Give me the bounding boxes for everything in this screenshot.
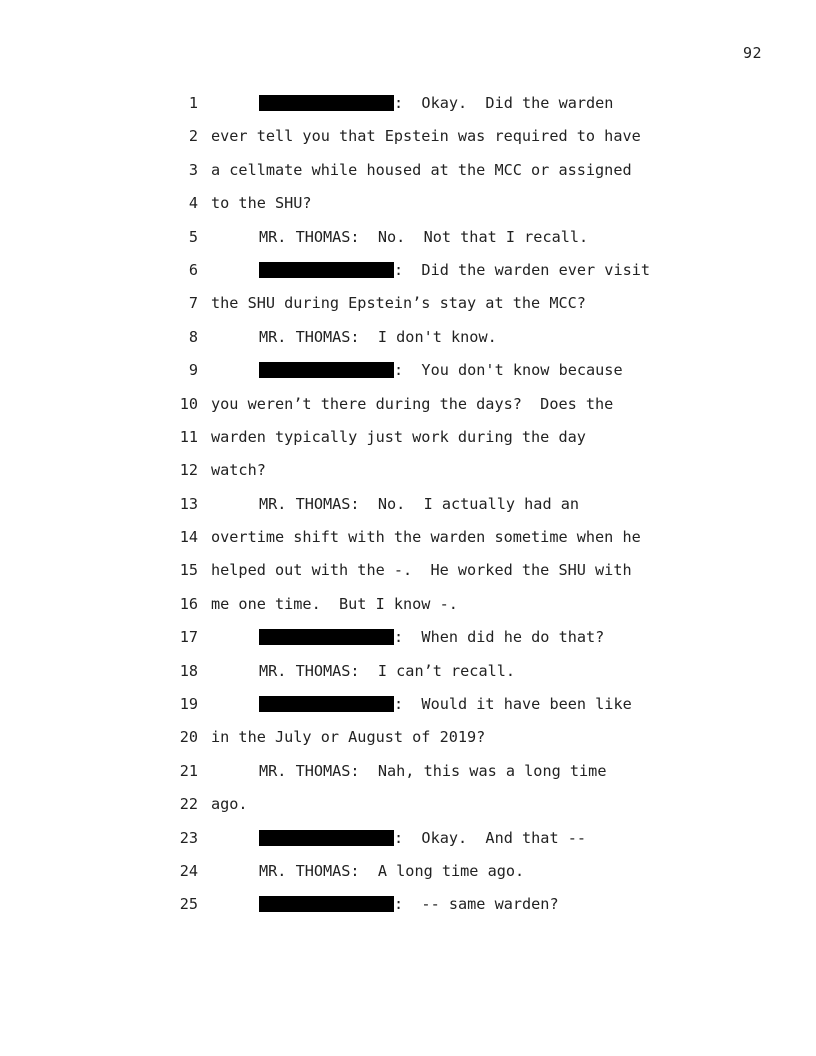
transcript-line bbox=[0, 855, 816, 888]
page-number: 92 bbox=[742, 44, 762, 62]
transcript-line bbox=[0, 521, 816, 554]
line-text bbox=[259, 855, 524, 888]
line-content: MR. THOMAS: No. Not that I recall. bbox=[259, 227, 589, 246]
line-number: 20 bbox=[179, 728, 198, 747]
line-text bbox=[211, 154, 632, 187]
transcript-line bbox=[0, 655, 816, 688]
line-content: to the SHU? bbox=[211, 194, 312, 213]
redaction-box bbox=[259, 95, 394, 111]
line-number: 11 bbox=[179, 427, 198, 446]
line-number: 5 bbox=[188, 227, 198, 246]
redaction-box bbox=[259, 830, 394, 846]
line-number: 24 bbox=[179, 861, 198, 880]
line-number: 19 bbox=[179, 695, 198, 714]
line-content: helped out with the -. He worked the SHU with bbox=[211, 561, 632, 580]
line-number: 9 bbox=[188, 361, 198, 380]
transcript-line bbox=[0, 187, 816, 220]
line-text bbox=[211, 388, 613, 421]
redacted-speaker-line bbox=[259, 822, 586, 855]
redacted-speaker-line bbox=[259, 888, 559, 921]
transcript-line bbox=[0, 888, 816, 921]
line-text bbox=[211, 721, 485, 754]
line-content: : Okay. Did the warden bbox=[394, 94, 614, 112]
line-number: 2 bbox=[188, 127, 198, 146]
transcript-line bbox=[0, 621, 816, 654]
line-content: MR. THOMAS: I can’t recall. bbox=[259, 661, 516, 680]
redacted-speaker-line bbox=[259, 354, 623, 387]
line-text bbox=[211, 554, 632, 587]
transcript-line bbox=[0, 721, 816, 754]
transcript-line bbox=[0, 87, 816, 120]
transcript-line bbox=[0, 788, 816, 821]
line-content: : Did the warden ever visit bbox=[394, 260, 651, 279]
line-number: 18 bbox=[179, 661, 198, 680]
transcript-line bbox=[0, 688, 816, 721]
line-number: 13 bbox=[179, 494, 198, 513]
redacted-speaker-line bbox=[259, 87, 613, 120]
transcript-body bbox=[0, 87, 816, 922]
redaction-box bbox=[259, 896, 394, 912]
line-content: ever tell you that Epstein was required to have bbox=[211, 127, 641, 146]
line-number: 16 bbox=[179, 594, 198, 613]
line-text bbox=[259, 321, 497, 354]
line-number: 23 bbox=[179, 828, 198, 847]
line-number: 4 bbox=[188, 194, 198, 213]
line-text bbox=[211, 421, 586, 454]
redacted-speaker-line bbox=[259, 621, 604, 654]
line-number: 8 bbox=[188, 327, 198, 346]
transcript-line bbox=[0, 120, 816, 153]
line-text bbox=[211, 588, 458, 621]
line-number: 21 bbox=[179, 761, 198, 780]
line-number: 6 bbox=[188, 260, 198, 279]
transcript-line bbox=[0, 287, 816, 320]
line-text bbox=[259, 755, 606, 788]
line-content: a cellmate while housed at the MCC or assigned bbox=[211, 160, 632, 179]
line-content: : You don't know because bbox=[394, 361, 623, 380]
line-text bbox=[259, 488, 579, 521]
line-number: 10 bbox=[179, 394, 198, 413]
line-number: 14 bbox=[179, 528, 198, 547]
line-number: 15 bbox=[179, 561, 198, 580]
line-content: the SHU during Epstein’s stay at the MCC? bbox=[211, 294, 586, 313]
transcript-line bbox=[0, 588, 816, 621]
redaction-box bbox=[259, 262, 394, 278]
line-number: 17 bbox=[179, 628, 198, 647]
transcript-line bbox=[0, 454, 816, 487]
line-content: MR. THOMAS: A long time ago. bbox=[259, 861, 525, 880]
redaction-box bbox=[259, 696, 394, 712]
line-number: 22 bbox=[179, 795, 198, 814]
line-content: overtime shift with the warden sometime when he bbox=[211, 528, 641, 547]
line-number: 7 bbox=[188, 294, 198, 313]
line-text bbox=[211, 187, 312, 220]
line-content: warden typically just work during the day bbox=[211, 427, 586, 446]
line-content: ago. bbox=[211, 795, 248, 814]
line-text bbox=[259, 221, 588, 254]
line-text bbox=[211, 788, 248, 821]
line-text bbox=[211, 454, 266, 487]
line-content: MR. THOMAS: No. I actually had an bbox=[259, 494, 580, 513]
transcript-line bbox=[0, 354, 816, 387]
line-text bbox=[259, 655, 515, 688]
line-content: watch? bbox=[211, 461, 266, 480]
line-number: 1 bbox=[188, 94, 198, 112]
transcript-line bbox=[0, 755, 816, 788]
line-number: 3 bbox=[188, 160, 198, 179]
line-number: 25 bbox=[179, 895, 198, 914]
transcript-line bbox=[0, 488, 816, 521]
redaction-box bbox=[259, 362, 394, 378]
transcript-line bbox=[0, 388, 816, 421]
transcript-line bbox=[0, 421, 816, 454]
line-text bbox=[211, 120, 641, 153]
line-content: : -- same warden? bbox=[394, 895, 559, 914]
redacted-speaker-line bbox=[259, 254, 650, 287]
line-content: MR. THOMAS: Nah, this was a long time bbox=[259, 761, 607, 780]
transcript-line bbox=[0, 254, 816, 287]
line-content: in the July or August of 2019? bbox=[211, 728, 486, 747]
line-text bbox=[211, 287, 586, 320]
transcript-line bbox=[0, 154, 816, 187]
line-content: : Would it have been like bbox=[394, 695, 632, 714]
redacted-speaker-line bbox=[259, 688, 632, 721]
line-number: 12 bbox=[179, 461, 198, 480]
transcript-line bbox=[0, 554, 816, 587]
transcript-line bbox=[0, 321, 816, 354]
transcript-line bbox=[0, 221, 816, 254]
line-content: you weren’t there during the days? Does the bbox=[211, 394, 614, 413]
transcript-line bbox=[0, 822, 816, 855]
line-content: MR. THOMAS: I don't know. bbox=[259, 327, 497, 346]
line-content: : Okay. And that -- bbox=[394, 828, 587, 847]
line-content: : When did he do that? bbox=[394, 628, 605, 647]
line-text bbox=[211, 521, 641, 554]
redaction-box bbox=[259, 629, 394, 645]
line-content: me one time. But I know -. bbox=[211, 594, 458, 613]
